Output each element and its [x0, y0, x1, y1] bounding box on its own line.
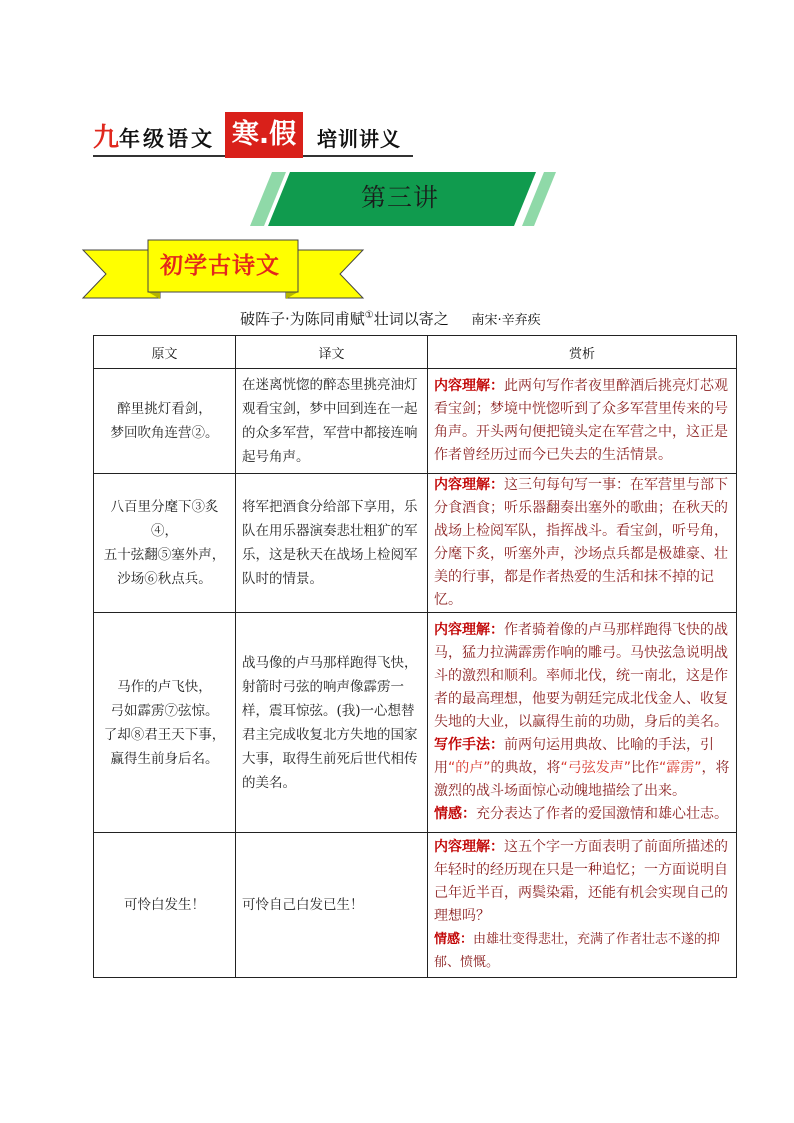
analysis-text: 作者骑着像的卢马那样跑得飞快的战马，猛力拉满霹雳作响的雕弓。马快弦急说明战斗的激烈和顺利。率师北伐，统一南北，这是作者的最高理想，他要为朝廷完成北伐金人、收复失地的大业，以赢得生前的功勋，身后的美名。 — [434, 622, 728, 730]
analysis-label: 内容理解： — [434, 477, 504, 493]
quoted-term: “霹雳” — [659, 760, 702, 776]
original-line: 沙场⑥秋点兵。 — [117, 571, 212, 587]
analysis-paragraph — [434, 734, 732, 803]
analysis-paragraph — [434, 836, 732, 928]
analysis-text: 的典故，将 — [490, 760, 561, 776]
analysis-paragraph — [434, 375, 732, 467]
handout-label: 培训讲义 — [317, 127, 402, 151]
analysis-text: 这三句每句写一事：在军营里与部下分食酒食；听乐器翻奏出塞外的歌曲；在秋天的战场上检阅军队，指挥战斗。看宝剑，听号角，分麾下炙，听塞外声，沙场点兵都是极雄豪、壮美的行事，都是作者热爱的生活和抹不掉的记忆。 — [434, 477, 728, 608]
translation-cell: 可怜自己白发已生！ — [236, 833, 428, 978]
analysis-paragraph — [434, 928, 732, 974]
table-row — [94, 474, 737, 613]
translation-cell: 战马像的卢马那样跑得飞快，射箭时弓弦的响声像霹雳一样，震耳惊弦。(我)一心想替君主完成收复北方失地的国家大事，取得生前死后世代相传的美名。 — [236, 613, 428, 833]
analysis-text: 这五个字一方面表明了前面所描述的年轻时的经历现在只是一种追忆；一方面说明自己年近半百，两鬓染霜，还能有机会实现自己的理想吗？ — [434, 839, 728, 924]
translation-cell: 将军把酒食分给部下享用，乐队在用乐器演奏悲壮粗犷的军乐，这是秋天在战场上检阅军队时的情景。 — [236, 474, 428, 613]
original-line: 赢得生前身后名。 — [110, 750, 219, 767]
original-cell — [94, 613, 236, 833]
season-badge: 寒.假 — [225, 112, 303, 158]
analysis-label: 内容理解： — [434, 839, 504, 855]
original-cell — [94, 474, 236, 613]
analysis-cell — [428, 833, 737, 978]
poem-title — [240, 308, 541, 330]
original-line: 醉里挑灯看剑， — [117, 401, 212, 417]
table-header-row — [94, 336, 737, 369]
translation-cell: 在迷离恍惚的醉态里挑亮油灯观看宝剑，梦中回到连在一起的众多军营，军营中都接连响起号角声。 — [236, 369, 428, 474]
original-cell — [94, 369, 236, 474]
original-line: 了却⑧君王天下事， — [103, 726, 226, 743]
analysis-paragraph — [434, 619, 732, 734]
table-row — [94, 369, 737, 474]
lesson-number: 第三讲 — [360, 183, 439, 212]
poem-title-rest: 壮词以寄之 — [373, 310, 449, 328]
analysis-text: 比作 — [631, 760, 660, 776]
grade-number: 九 — [93, 123, 120, 153]
analysis-label: 情感： — [434, 806, 476, 822]
analysis-label: 内容理解： — [434, 378, 504, 394]
analysis-cell — [428, 613, 737, 833]
analysis-text: 此两句写作者夜里醉酒后挑亮灯芯观看宝剑；梦境中恍惚听到了众多军营里传来的号角声。开头两句便把镜头定在军营之中，这正是作者曾经历过而今已失去的生活情景。 — [434, 378, 728, 463]
section-title: 初学古诗文 — [160, 253, 280, 279]
analysis-text: 充分表达了作者的爱国激情和雄心壮志。 — [476, 806, 728, 822]
original-line: 可怜白发生！ — [124, 897, 205, 913]
grade-subject: 年级语文 — [119, 127, 216, 151]
footnote-marker: ① — [364, 310, 374, 321]
original-line: 马作的卢飞快， — [117, 678, 212, 695]
header-translation: 译文 — [236, 336, 428, 369]
analysis-label: 内容理解： — [434, 622, 504, 638]
quoted-term: “弓弦发声” — [560, 760, 632, 776]
header-analysis: 赏析 — [428, 336, 737, 369]
analysis-cell — [428, 474, 737, 613]
analysis-text: ，将激烈的战斗场面惊心动魄地描绘了出来。 — [434, 760, 730, 799]
poem-title-main: 破阵子·为陈同甫赋 — [240, 310, 365, 328]
poem-table — [93, 335, 737, 978]
poem-author: 南宋·辛弃疾 — [471, 313, 541, 328]
quoted-term: “的卢” — [448, 760, 491, 776]
analysis-paragraph — [434, 803, 732, 826]
analysis-paragraph — [434, 474, 732, 612]
header-original: 原文 — [94, 336, 236, 369]
document-header — [93, 112, 401, 158]
original-line: 梦回吹角连营②。 — [110, 425, 219, 441]
analysis-label: 写作手法： — [434, 737, 504, 753]
analysis-text: 由雄壮变得悲壮，充满了作者壮志不遂的抑郁、愤慨。 — [434, 932, 721, 970]
original-line: 五十弦翻⑤塞外声， — [103, 547, 226, 563]
original-line: 八百里分麾下③炙④， — [110, 499, 219, 539]
analysis-label: 情感： — [434, 932, 474, 947]
table-row — [94, 613, 737, 833]
analysis-text: 前两句运用典故、比喻的手法，引用 — [434, 737, 714, 776]
table-row — [94, 833, 737, 978]
original-cell — [94, 833, 236, 978]
analysis-cell — [428, 369, 737, 474]
original-line: 弓如霹雳⑦弦惊。 — [110, 702, 219, 719]
